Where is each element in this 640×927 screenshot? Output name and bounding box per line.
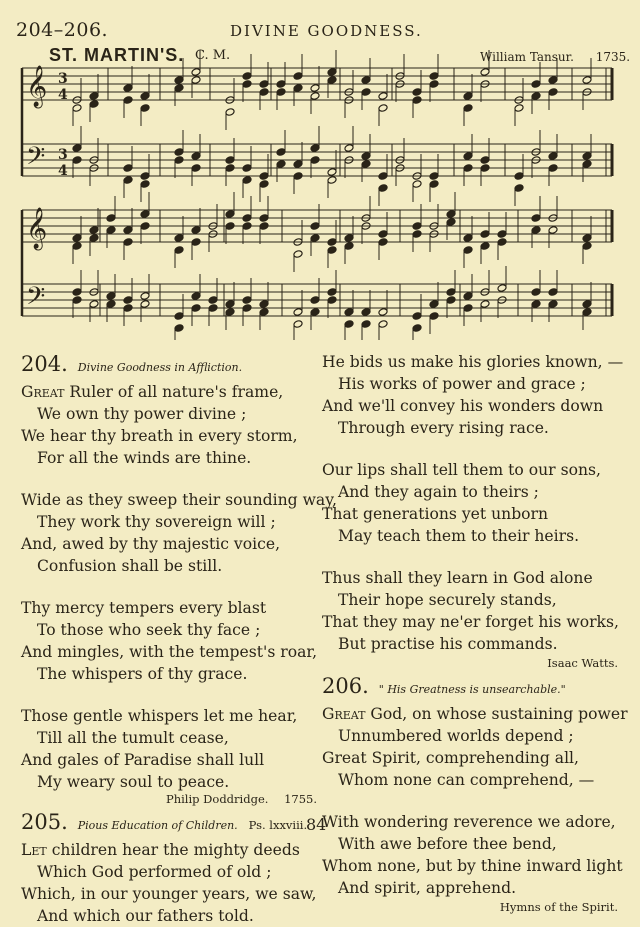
hymn-204-line: We hear thy breath in every storm,	[21, 427, 298, 445]
note-head	[531, 226, 541, 235]
note-head	[429, 80, 439, 89]
note-head	[72, 104, 82, 113]
note-head	[463, 104, 473, 113]
note-head	[378, 320, 388, 329]
note-head	[191, 152, 201, 161]
hymn-204-first-word: Great	[21, 383, 65, 401]
left-column	[21, 351, 337, 927]
note-head	[463, 292, 473, 301]
note-head	[429, 172, 439, 181]
note-head	[548, 152, 558, 161]
note-head	[463, 92, 473, 101]
note-head	[242, 304, 252, 313]
hymn-206-line: Unnumbered worlds depend ;	[338, 727, 574, 745]
hymn-205-number: 205.	[21, 810, 68, 834]
note-head	[293, 308, 303, 317]
hymn-206-line: And spirit, apprehend.	[338, 879, 517, 897]
note-head	[242, 296, 252, 305]
note-head	[582, 152, 592, 161]
hymn-206-line: Great Spirit, comprehending all,	[322, 749, 579, 767]
note-head	[412, 324, 422, 333]
note-head	[378, 92, 388, 101]
note-head	[429, 72, 439, 81]
note-head	[310, 84, 320, 93]
hymn-204-line: Confusion shall be still.	[37, 557, 223, 575]
note-head	[174, 156, 184, 165]
hymn-204-line: Those gentle whispers let me hear,	[21, 707, 298, 725]
note-head	[242, 214, 252, 223]
hymn-205-first-word: Let	[21, 841, 47, 859]
time-signature: 3	[58, 71, 68, 87]
note-head	[480, 68, 490, 77]
note-head	[378, 172, 388, 181]
note-head	[259, 222, 269, 231]
note-head	[242, 176, 252, 185]
hymn-206-line: Whom none, but by thine inward light	[322, 857, 623, 875]
note-head	[123, 238, 133, 247]
hymn-204-line: Wide as they sweep their sounding way,	[21, 491, 337, 509]
hymn-204-line: They work thy sovereign will ;	[37, 513, 276, 531]
hymn-205-author: Isaac Watts.	[547, 656, 618, 670]
note-head	[259, 214, 269, 223]
note-head	[259, 80, 269, 89]
note-head	[344, 234, 354, 243]
time-signature: 4	[58, 163, 68, 179]
note-head	[259, 300, 269, 309]
composer-name: William Tansur.	[480, 50, 574, 64]
note-head	[361, 308, 371, 317]
note-head	[174, 312, 184, 321]
note-head	[191, 164, 201, 173]
note-head	[72, 296, 82, 305]
note-head	[276, 160, 286, 169]
note-head	[123, 164, 133, 173]
note-head	[463, 164, 473, 173]
note-head	[191, 304, 201, 313]
page-number: 84	[306, 815, 327, 834]
hymn-204-line: To those who seek thy face ;	[37, 621, 261, 639]
note-head	[344, 308, 354, 317]
note-head	[191, 292, 201, 301]
note-head	[123, 304, 133, 313]
note-head	[327, 288, 337, 297]
note-head	[378, 230, 388, 239]
note-head	[446, 218, 456, 227]
hymn-206-author: Hymns of the Spirit.	[499, 900, 618, 914]
note-head	[293, 172, 303, 181]
note-head	[412, 222, 422, 231]
note-head	[259, 172, 269, 181]
hymn-204-line: Thy mercy tempers every blast	[21, 599, 267, 617]
bass-clef: 𝄢	[26, 282, 46, 317]
note-head	[531, 92, 541, 101]
note-head	[140, 180, 150, 189]
note-head	[140, 300, 150, 309]
hymn-206-heading	[322, 673, 618, 703]
hymn-205-line: Their hope securely stands,	[338, 591, 557, 609]
note-head	[242, 164, 252, 173]
note-head	[106, 226, 116, 235]
note-head	[225, 164, 235, 173]
hymn-205-title: Pious Education of Children.	[77, 819, 238, 832]
note-head	[242, 80, 252, 89]
hymn-206-line: With awe before thee bend,	[338, 835, 557, 853]
hymn-205-line: Our lips shall tell them to our sons,	[322, 461, 601, 479]
note-head	[89, 100, 99, 109]
note-head	[123, 84, 133, 93]
note-head	[310, 222, 320, 231]
note-head	[293, 72, 303, 81]
hymn-204-author-year: 1755.	[284, 792, 317, 806]
note-head	[582, 76, 592, 85]
note-head	[174, 246, 184, 255]
hymn-205-heading	[21, 809, 317, 839]
note-head	[463, 304, 473, 313]
note-head	[327, 246, 337, 255]
note-head	[208, 304, 218, 313]
note-head	[480, 300, 490, 309]
note-head	[412, 180, 422, 189]
note-head	[293, 250, 303, 259]
note-head	[429, 312, 439, 321]
time-signature: 3	[58, 147, 68, 163]
note-head	[259, 180, 269, 189]
treble-clef: 𝄞	[26, 66, 48, 107]
note-head	[412, 88, 422, 97]
note-head	[497, 238, 507, 247]
hymn-205-line: Thus shall they learn in God alone	[322, 569, 593, 587]
tune-name: ST. MARTIN'S.	[49, 45, 185, 65]
note-head	[582, 308, 592, 317]
hymn-205-line: And they again to theirs ;	[338, 483, 539, 501]
note-head	[429, 180, 439, 189]
note-head	[310, 144, 320, 153]
note-head	[89, 92, 99, 101]
hymn-205-line: He bids us make his glories known, —	[322, 353, 624, 371]
note-head	[174, 324, 184, 333]
note-head	[378, 308, 388, 317]
note-head	[378, 104, 388, 113]
hymn-205-psalm-ref: Ps. lxxviii.	[248, 818, 308, 832]
hymn-205-line: And we'll convey his wonders down	[322, 397, 604, 415]
hymn-205-line: And which our fathers told.	[37, 907, 254, 925]
note-head	[140, 222, 150, 231]
note-head	[361, 88, 371, 97]
note-head	[106, 214, 116, 223]
composer-year: 1735.	[595, 50, 631, 64]
note-head	[378, 184, 388, 193]
hymn-204-line: Till all the tumult cease,	[37, 729, 229, 747]
note-head	[531, 288, 541, 297]
note-head	[344, 144, 354, 153]
note-head	[548, 226, 558, 235]
note-head	[327, 68, 337, 77]
note-head	[327, 76, 337, 85]
note-head	[72, 144, 82, 153]
note-head	[72, 288, 82, 297]
note-head	[548, 164, 558, 173]
note-head	[259, 308, 269, 317]
note-head	[327, 168, 337, 177]
hymn-205-line: But practise his commands.	[338, 635, 558, 653]
note-head	[429, 300, 439, 309]
note-head	[310, 234, 320, 243]
hymn-206-line: Great God, on whose sustaining power	[322, 705, 628, 723]
note-head	[497, 230, 507, 239]
note-head	[259, 88, 269, 97]
note-head	[361, 76, 371, 85]
note-head	[327, 296, 337, 305]
note-head	[225, 210, 235, 219]
note-head	[531, 80, 541, 89]
hymn-206-first-word: Great	[322, 705, 366, 723]
note-head	[72, 156, 82, 165]
note-head	[89, 300, 99, 309]
note-head	[446, 296, 456, 305]
note-head	[123, 296, 133, 305]
note-head	[225, 300, 235, 309]
hymn-206-number: 206.	[322, 674, 369, 698]
note-head	[463, 152, 473, 161]
hymn-206-title: " His Greatness is unsearchable."	[378, 683, 566, 696]
section-title: DIVINE GOODNESS.	[230, 22, 423, 40]
hymn-204-line: Great Ruler of all nature's frame,	[21, 383, 284, 401]
hymn-204-title: Divine Goodness in Affliction.	[77, 361, 243, 374]
hymn-205-line: His works of power and grace ;	[338, 375, 586, 393]
note-head	[514, 184, 524, 193]
note-head	[463, 234, 473, 243]
hymn-204-author: Philip Doddridge.	[165, 792, 269, 806]
note-head	[327, 238, 337, 247]
note-head	[531, 300, 541, 309]
note-head	[480, 242, 490, 251]
note-head	[548, 76, 558, 85]
note-head	[514, 104, 524, 113]
note-head	[276, 148, 286, 157]
note-head	[140, 92, 150, 101]
hymn-205-line: Let children hear the mighty deeds	[21, 841, 300, 859]
note-head	[174, 234, 184, 243]
note-head	[225, 308, 235, 317]
note-head	[208, 296, 218, 305]
note-head	[140, 292, 150, 301]
note-head	[191, 76, 201, 85]
hymn-205-line: That generations yet unborn	[322, 505, 549, 523]
note-head	[140, 172, 150, 181]
note-head	[344, 242, 354, 251]
note-head	[72, 234, 82, 243]
note-head	[548, 88, 558, 97]
note-head	[106, 300, 116, 309]
note-head	[191, 238, 201, 247]
note-head	[191, 226, 201, 235]
note-head	[310, 92, 320, 101]
note-head	[548, 288, 558, 297]
time-signature: 4	[58, 87, 68, 103]
note-head	[123, 96, 133, 105]
note-head	[106, 292, 116, 301]
note-head	[225, 108, 235, 117]
note-head	[310, 296, 320, 305]
note-head	[412, 312, 422, 321]
hymn-204-line: And mingles, with the tempest's roar,	[21, 643, 318, 661]
note-head	[582, 234, 592, 243]
hymn-204-line: For all the winds are thine.	[37, 449, 252, 467]
note-head	[412, 230, 422, 239]
bass-clef: 𝄢	[26, 142, 46, 177]
note-head	[174, 76, 184, 85]
treble-clef: 𝄞	[26, 208, 48, 249]
note-head	[446, 210, 456, 219]
hymn-205-line: Through every rising race.	[338, 419, 549, 437]
hymn-204-line: The whispers of thy grace.	[37, 665, 248, 683]
hymn-204-line: And, awed by thy majestic voice,	[21, 535, 281, 553]
note-head	[446, 288, 456, 297]
note-head	[89, 234, 99, 243]
note-head	[174, 84, 184, 93]
note-head	[582, 300, 592, 309]
right-column	[322, 351, 628, 915]
hymn-205-line: Which, in our younger years, we saw,	[21, 885, 317, 903]
note-head	[582, 242, 592, 251]
note-head	[531, 214, 541, 223]
tune-meter: C. M.	[195, 48, 231, 63]
note-head	[140, 104, 150, 113]
note-head	[140, 210, 150, 219]
note-head	[242, 222, 252, 231]
hymn-206-line: With wondering reverence we adore,	[322, 813, 616, 831]
note-head	[276, 80, 286, 89]
note-head	[123, 176, 133, 185]
note-head	[293, 320, 303, 329]
note-head	[480, 164, 490, 173]
note-head	[463, 246, 473, 255]
hymn-range: 204–206.	[16, 19, 109, 41]
hymn-204-heading	[21, 351, 317, 381]
hymn-205-line: Which God performed of old ;	[37, 863, 272, 881]
note-head	[225, 222, 235, 231]
hymn-204-line: And gales of Paradise shall lull	[21, 751, 265, 769]
music-score	[0, 0, 640, 340]
hymn-204-number: 204.	[21, 352, 68, 376]
hymn-206-line: Whom none can comprehend, —	[338, 771, 595, 789]
note-head	[514, 172, 524, 181]
hymn-205-line: May teach them to their heirs.	[338, 527, 580, 545]
note-head	[123, 226, 133, 235]
note-head	[310, 308, 320, 317]
note-head	[344, 320, 354, 329]
note-head	[225, 156, 235, 165]
hymn-204-attribution	[21, 791, 317, 807]
note-head	[480, 156, 490, 165]
note-head	[361, 320, 371, 329]
note-head	[327, 176, 337, 185]
note-head	[242, 72, 252, 81]
note-head	[293, 160, 303, 169]
note-head	[310, 156, 320, 165]
note-head	[378, 238, 388, 247]
hymn-204-line: My weary soul to peace.	[37, 773, 230, 791]
note-head	[89, 226, 99, 235]
note-head	[548, 300, 558, 309]
note-head	[361, 152, 371, 161]
note-head	[72, 242, 82, 251]
note-head	[174, 148, 184, 157]
hymn-204-line: We own thy power divine ;	[37, 405, 247, 423]
note-head	[361, 160, 371, 169]
hymn-205-line: That they may ne'er forget his works,	[322, 613, 619, 631]
note-head	[582, 160, 592, 169]
note-head	[497, 284, 507, 293]
note-head	[480, 230, 490, 239]
note-head	[412, 96, 422, 105]
note-head	[293, 84, 303, 93]
note-head	[191, 68, 201, 77]
note-head	[276, 88, 286, 97]
